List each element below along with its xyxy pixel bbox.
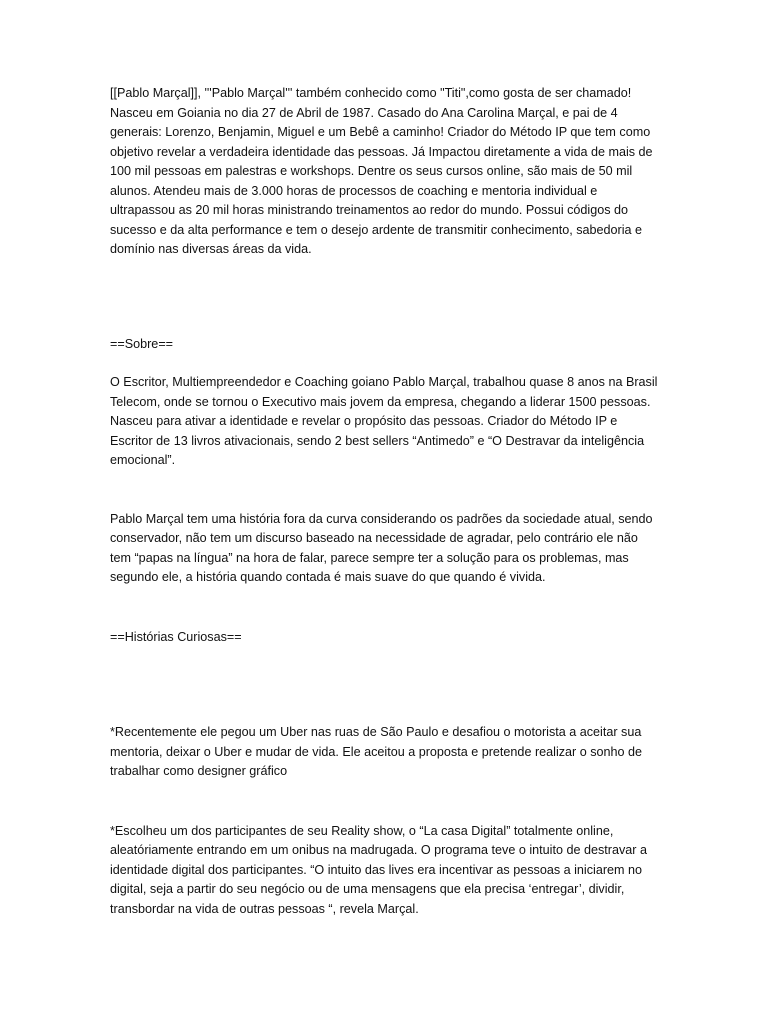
- sobre-paragraph-1: O Escritor, Multiempreendedor e Coaching goiano Pablo Marçal, trabalhou quase 8 anos na Brasil Telecom, onde se tornou o Executivo mais jovem da empresa, chegando a liderar 1500 pessoas. Nasceu para ativar a identidade e revelar o propósito das pessoas. Criador do Método IP e Escritor de 13 livros ativacionais, sendo 2 best sellers “Antimedo” e “O Destravar da inteligência emocional”.: [110, 375, 658, 467]
- spacer: [110, 471, 660, 510]
- historia-paragraph-2: *Escolheu um dos participantes de seu Reality show, o “La casa Digital” totalmente online, aleatóriamente entrando em um onibus na madrugada. O programa teve o intuito de destravar a identidade digital dos participantes. “O intuito das lives era incentivar as pessoas a iniciarem no digital, seja a partir do seu negócio ou de uma mensagens que ela precisa ‘entregar’, dividir, transbordar na vida de outras pessoas “, revela Marçal.: [110, 823, 647, 916]
- intro-paragraph: [[Pablo Marçal]], '''Pablo Marçal''' também conhecido como "Titi",como gosta de ser chamado! Nasceu em Goiania no dia 27 de Abril de 1987. Casado do Ana Carolina Marçal, e pai de 4 generais: Lorenzo, Benjamin, Miguel e um Bebê a caminho! Criador do Método IP que tem como objetivo revelar a verdadeira identidade das pessoas. Já Impactou diretamente a vida de mais de 100 mil pessoas em palestras e workshops. Dentre os seus cursos online, são mais de 50 mil alunos. Atendeu mais de 3.000 horas de processos de coaching e mentoria individual e ultrapassou as 20 mil horas ministrando treinamentos ao redor do mundo. Possui códigos do sucesso e da alta performance e tem o desejo ardente de transmitir conhecimento, sabedoria e domínio nas diversas áreas da vida.: [110, 86, 653, 256]
- spacer: [110, 588, 660, 628]
- spacer: [110, 647, 660, 723]
- spacer: [110, 782, 660, 822]
- spacer: [110, 354, 660, 373]
- spacer: [110, 260, 660, 335]
- section-heading-sobre: ==Sobre==: [110, 336, 174, 351]
- historia-paragraph-1: *Recentemente ele pegou um Uber nas ruas de São Paulo e desafiou o motorista a aceitar sua mentoria, deixar o Uber e mudar de vida. Ele aceitou a proposta e pretende realizar o sonho de trabalhar como designer gráfico: [110, 725, 643, 778]
- section-heading-historias: ==Histórias Curiosas==: [110, 629, 242, 644]
- sobre-paragraph-2: Pablo Marçal tem uma história fora da curva considerando os padrões da sociedade atual, sendo conservador, não tem um discurso baseado na necessidade de agradar, pelo contrário ele não tem “papas na língua” na hora de falar, parece sempre ter a solução para os problemas, mas segundo ele, a história quando contada é mais suave do que quando é vivida.: [110, 511, 653, 584]
- document-page: [110, 84, 660, 919]
